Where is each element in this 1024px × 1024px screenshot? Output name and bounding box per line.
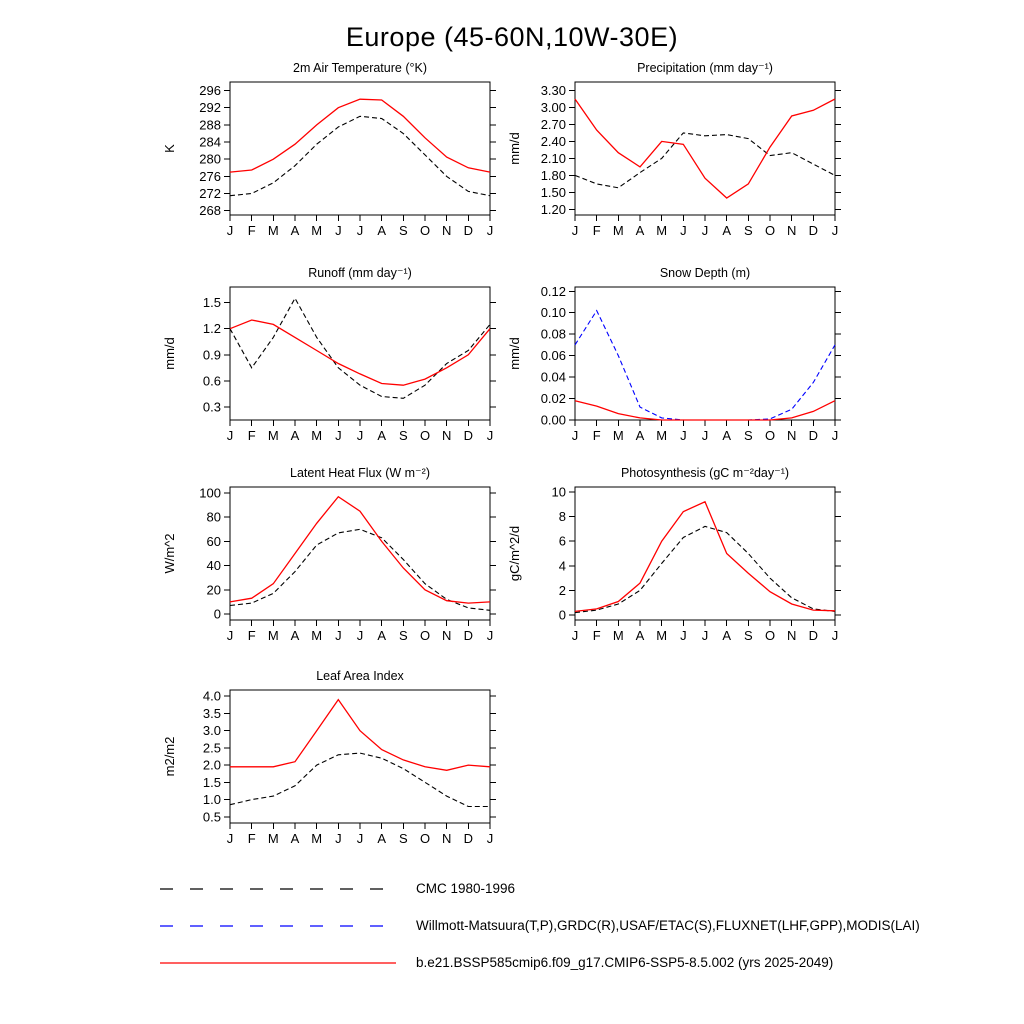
x-tick-label: O: [764, 223, 776, 238]
plot-series: [575, 311, 835, 420]
panel-runoff: [158, 261, 508, 473]
y-tick-label: 2: [558, 582, 566, 598]
x-tick-label: D: [463, 428, 474, 443]
panel-ylabel: mm/d: [507, 132, 522, 165]
x-tick-label: A: [635, 428, 645, 443]
x-tick-label: M: [267, 428, 279, 443]
x-tick-label: J: [335, 831, 342, 846]
panel-ylabel: gC/m^2/d: [507, 525, 522, 582]
series-line: [230, 753, 490, 806]
x-tick-label: N: [441, 428, 452, 443]
y-tick-label: 2.10: [540, 150, 566, 166]
x-tick-label: A: [377, 428, 387, 443]
y-tick-label: 0.10: [540, 305, 566, 321]
y-tick-label: 1.2: [202, 321, 221, 337]
y-axis: [541, 83, 841, 217]
y-tick-label: 0.00: [540, 412, 566, 428]
y-tick-label: 1.80: [540, 167, 566, 183]
panel-title: Latent Heat Flux (W m⁻²): [290, 466, 430, 480]
x-tick-label: F: [592, 223, 601, 238]
series-line: [575, 133, 835, 188]
panel-chart-svg: [503, 56, 853, 268]
x-tick-label: A: [722, 428, 732, 443]
legend: [158, 870, 920, 981]
x-tick-label: J: [356, 628, 364, 643]
x-tick-label: J: [356, 831, 364, 846]
series-line: [230, 320, 490, 385]
y-tick-label: 4.0: [202, 688, 221, 704]
y-tick-label: 0.5: [202, 809, 221, 825]
x-tick-label: A: [290, 223, 300, 238]
x-tick-label: D: [463, 831, 474, 846]
y-tick-label: 80: [206, 509, 221, 525]
x-tick-label: M: [311, 223, 323, 238]
x-tick-label: M: [612, 628, 624, 643]
y-tick-label: 3.30: [540, 82, 566, 98]
x-tick-label: J: [486, 628, 494, 643]
series-line: [575, 99, 835, 198]
x-tick-label: M: [612, 428, 624, 443]
x-tick-label: J: [486, 831, 494, 846]
x-tick-label: M: [612, 223, 624, 238]
x-tick-label: N: [786, 223, 797, 238]
x-tick-label: A: [290, 628, 300, 643]
y-tick-label: 20: [206, 582, 221, 598]
panel-title: Runoff (mm day⁻¹): [308, 266, 412, 280]
x-tick-label: J: [226, 628, 234, 643]
x-tick-label: J: [701, 223, 709, 238]
legend-label-obs-datasets: Willmott-Matsuura(T,P),GRDC(R),USAF/ETAC(S),FLUXNET(LHF,GPP),MODIS(LAI): [416, 918, 920, 933]
series-line: [575, 401, 835, 420]
x-tick-label: O: [764, 628, 776, 643]
panel-chart-svg: [158, 56, 508, 268]
x-tick-label: S: [743, 223, 753, 238]
y-tick-label: 280: [199, 151, 221, 167]
y-tick-label: 8: [558, 509, 566, 525]
x-tick-label: M: [267, 831, 279, 846]
x-tick-label: F: [592, 428, 601, 443]
x-tick-label: M: [656, 428, 668, 443]
y-tick-label: 4: [558, 558, 566, 574]
x-tick-label: N: [441, 831, 452, 846]
y-tick-label: 60: [206, 533, 221, 549]
series-line: [230, 529, 490, 610]
y-tick-label: 0: [213, 606, 221, 622]
x-tick-label: J: [680, 223, 687, 238]
x-tick-label: A: [290, 831, 300, 846]
panel-chart-svg: [503, 261, 853, 473]
x-tick-label: A: [722, 223, 732, 238]
x-tick-label: J: [356, 428, 364, 443]
x-tick-label: J: [226, 831, 234, 846]
x-tick-label: F: [592, 628, 601, 643]
x-tick-label: J: [486, 223, 494, 238]
y-tick-label: 6: [558, 533, 566, 549]
panel-ylabel: K: [162, 144, 177, 153]
x-tick-label: S: [398, 628, 408, 643]
y-tick-label: 3.0: [202, 723, 221, 739]
x-tick-label: J: [226, 223, 234, 238]
series-line: [575, 311, 835, 420]
y-tick-label: 1.5: [202, 295, 221, 311]
y-tick-label: 3.00: [540, 99, 566, 115]
panel-chart-svg: [503, 461, 853, 673]
x-tick-label: J: [226, 428, 234, 443]
panel-ylabel: m2/m2: [162, 736, 177, 777]
x-tick-label: A: [635, 223, 645, 238]
y-tick-label: 288: [199, 117, 221, 133]
legend-label-model-run: b.e21.BSSP585cmip6.f09_g17.CMIP6-SSP5-8.5.002 (yrs 2025-2049): [416, 955, 834, 970]
series-line: [575, 502, 835, 612]
x-tick-label: M: [656, 628, 668, 643]
x-tick-label: D: [808, 223, 819, 238]
panel-chart-svg: [158, 261, 508, 473]
plot-series: [575, 502, 835, 613]
y-axis: [541, 284, 841, 428]
x-tick-label: M: [656, 223, 668, 238]
legend-line-black-dashed: [158, 882, 398, 896]
plot-series: [230, 497, 490, 611]
x-axis: [572, 420, 839, 443]
plot-series: [230, 99, 490, 196]
panel-title: Photosynthesis (gC m⁻²day⁻¹): [620, 466, 790, 480]
x-tick-label: J: [680, 628, 687, 643]
legend-line-blue-dashed: [158, 919, 398, 933]
series-line: [575, 526, 835, 612]
panel-precipitation: [503, 56, 853, 268]
x-tick-label: D: [808, 428, 819, 443]
y-tick-label: 1.20: [540, 201, 566, 217]
panel-chart-svg: [158, 461, 508, 673]
legend-item-obs-datasets: [158, 907, 920, 944]
y-tick-label: 284: [199, 134, 221, 150]
y-tick-label: 10: [551, 484, 566, 500]
x-tick-label: F: [247, 428, 256, 443]
y-tick-label: 0.9: [202, 347, 221, 363]
x-tick-label: M: [311, 628, 323, 643]
x-tick-label: J: [701, 428, 709, 443]
x-tick-label: N: [441, 223, 452, 238]
plot-series: [575, 99, 835, 198]
y-axis: [203, 295, 496, 414]
legend-label-cmc: CMC 1980-1996: [416, 881, 516, 896]
x-tick-label: S: [398, 428, 408, 443]
panel-title: 2m Air Temperature (°K): [293, 61, 427, 75]
x-tick-label: J: [335, 628, 342, 643]
panel-snow-depth: [503, 261, 853, 473]
x-tick-label: J: [356, 223, 364, 238]
panel-title: Leaf Area Index: [316, 669, 404, 683]
x-tick-label: O: [419, 223, 431, 238]
panel-title: Precipitation (mm day⁻¹): [637, 61, 773, 75]
x-tick-label: F: [247, 831, 256, 846]
y-tick-label: 0.02: [540, 391, 566, 407]
x-tick-label: J: [486, 428, 494, 443]
x-tick-label: A: [377, 831, 387, 846]
y-tick-label: 276: [199, 168, 221, 184]
x-tick-label: S: [398, 831, 408, 846]
legend-item-cmc: [158, 870, 920, 907]
x-tick-label: O: [764, 428, 776, 443]
y-tick-label: 272: [199, 186, 221, 202]
series-line: [230, 298, 490, 398]
series-line: [230, 700, 490, 771]
series-line: [230, 497, 490, 603]
panel-ylabel: mm/d: [162, 337, 177, 370]
y-tick-label: 0: [558, 607, 566, 623]
panel-2m-air-temperature: [158, 56, 508, 268]
y-tick-label: 2.70: [540, 116, 566, 132]
y-axis: [203, 689, 496, 825]
legend-sample-line: [158, 919, 398, 933]
y-tick-label: 2.0: [202, 757, 221, 773]
legend-item-model-run: [158, 944, 920, 981]
x-tick-label: J: [335, 428, 342, 443]
x-tick-label: N: [786, 428, 797, 443]
x-tick-label: N: [441, 628, 452, 643]
legend-line-red-solid: [158, 956, 398, 970]
x-axis: [572, 215, 839, 238]
y-tick-label: 2.5: [202, 740, 221, 756]
y-tick-label: 292: [199, 100, 221, 116]
panel-title: Snow Depth (m): [659, 266, 751, 280]
legend-sample-line: [158, 956, 398, 970]
x-tick-label: J: [831, 428, 839, 443]
x-tick-label: O: [419, 628, 431, 643]
x-tick-label: J: [831, 628, 839, 643]
y-tick-label: 0.06: [540, 348, 566, 364]
y-tick-label: 0.6: [202, 373, 221, 389]
x-tick-label: A: [290, 428, 300, 443]
x-tick-label: M: [267, 223, 279, 238]
x-axis: [227, 420, 494, 443]
x-tick-label: M: [311, 831, 323, 846]
x-tick-label: J: [680, 428, 687, 443]
legend-sample-line: [158, 882, 398, 896]
series-line: [230, 116, 490, 195]
y-tick-label: 3.5: [202, 705, 221, 721]
y-tick-label: 0.08: [540, 326, 566, 342]
plot-series: [230, 700, 490, 807]
y-tick-label: 1.50: [540, 184, 566, 200]
x-tick-label: J: [571, 223, 579, 238]
panel-latent-heat-flux: [158, 461, 508, 673]
x-tick-label: F: [247, 223, 256, 238]
y-tick-label: 40: [206, 558, 221, 574]
x-tick-label: S: [743, 628, 753, 643]
x-tick-label: A: [377, 223, 387, 238]
x-tick-label: O: [419, 428, 431, 443]
x-tick-label: F: [247, 628, 256, 643]
x-tick-label: S: [398, 223, 408, 238]
x-tick-label: J: [335, 223, 342, 238]
panel-ylabel: mm/d: [507, 337, 522, 370]
panel-photosynthesis: [503, 461, 853, 673]
x-tick-label: D: [463, 628, 474, 643]
x-tick-label: A: [635, 628, 645, 643]
x-tick-label: J: [571, 628, 579, 643]
y-tick-label: 100: [199, 485, 221, 501]
y-tick-label: 0.12: [540, 283, 566, 299]
plot-series: [230, 298, 490, 398]
x-tick-label: O: [419, 831, 431, 846]
x-tick-label: A: [377, 628, 387, 643]
x-axis: [227, 823, 494, 846]
series-line: [230, 99, 490, 172]
x-tick-label: D: [463, 223, 474, 238]
y-tick-label: 296: [199, 83, 221, 99]
x-tick-label: D: [808, 628, 819, 643]
panel-ylabel: W/m^2: [162, 533, 177, 574]
page-title: Europe (45-60N,10W-30E): [345, 22, 679, 52]
y-tick-label: 268: [199, 203, 221, 219]
panel-leaf-area-index: [158, 664, 508, 876]
x-axis: [227, 620, 494, 643]
panel-chart-svg: [158, 664, 508, 876]
y-tick-label: 2.40: [540, 133, 566, 149]
x-axis: [227, 215, 494, 238]
x-tick-label: J: [701, 628, 709, 643]
y-tick-label: 0.04: [540, 369, 566, 385]
x-tick-label: M: [267, 628, 279, 643]
x-axis: [572, 620, 839, 643]
x-tick-label: M: [311, 428, 323, 443]
x-tick-label: J: [831, 223, 839, 238]
y-tick-label: 0.3: [202, 399, 221, 415]
y-tick-label: 1.0: [202, 792, 221, 808]
x-tick-label: A: [722, 628, 732, 643]
x-tick-label: S: [743, 428, 753, 443]
x-tick-label: N: [786, 628, 797, 643]
x-tick-label: J: [571, 428, 579, 443]
y-tick-label: 1.5: [202, 774, 221, 790]
